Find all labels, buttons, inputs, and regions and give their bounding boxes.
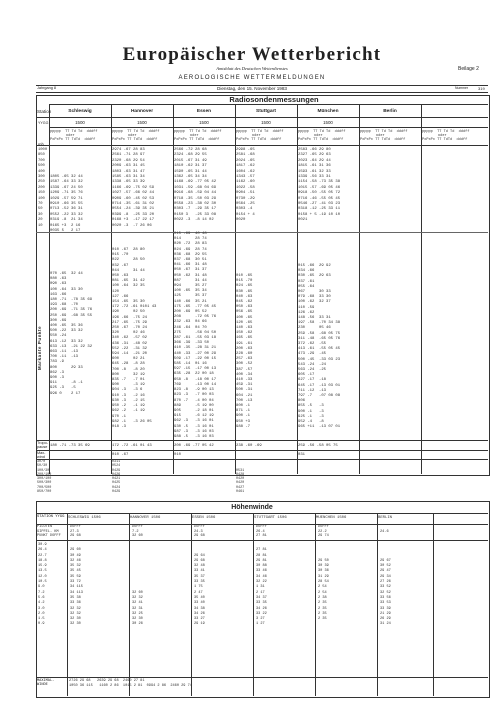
section-title: AEROLOGISCHE WETTERMELDUNGEN (178, 75, 326, 81)
layer-thickness-block: 30/0 50/30 100/30 200/100 300/100 500/300 700/500 850/700 (37, 460, 52, 495)
jahrgang-label: Jahrgang 8 (37, 86, 56, 90)
station-muenchen: München (317, 109, 339, 114)
hannover-upper: 2974 -67 28 83 2561 -71 28 97 2320 -68 29 54 2009 -63 31 45 1803 -63 31 47 1585 -63 31 34 1338 -65 33 39 1166 -69 -75 02 59 1027 -57 -66 02 44 0909 -60 -45 02 53 0714 -35 -61 31 02 0554 -24 -39 35 21 0399 -8 -25 33 20 0168 +3 -17 22 17 0020 -3 -7 26 06 (112, 148, 155, 228)
muenchen-upper: 2583 -66 29 80 2327 -65 29 63 2023 -64 29 44 1815 -61 31 36 1593 -61 32 33 1339 -56 33 31 1154 -58 -73 35 38 1015 -57 -69 05 46 0918 -50 -55 05 72 0716 -46 -55 05 45 0546 -27 -41 03 23 0318 -12 -25 33 11 0158 + 5 -19 10 10 0021 (298, 148, 341, 223)
maxwind-value: 031 (298, 453, 306, 457)
station-hannover: Hannover (130, 109, 154, 114)
beilage-label: Beilage 2 (458, 66, 479, 72)
altitude-km-column: 30.9 26.4 22.7 18.8 15.9 13.5 12.0 10.5 9.0 7.2 5.6 4.2 3.0 2.0 1.5 0.9 (38, 543, 47, 627)
stuttgart-thickness: 0531 0428 0420 0420 0427 0461 (236, 468, 245, 495)
colhead-6: ppppp TT Td Td dddff oder PxPxPx TT TdTd dddff (360, 130, 408, 142)
pilot-values: DOFFF 24.3 29 68 (194, 525, 205, 538)
pilot-values: 24.6 (380, 529, 389, 534)
hannover-thickness: 0311 0524 0429 0426 0421 0425 0424 0429 (112, 460, 121, 495)
tropopause-value: 180 -71 -73 35 69 (50, 444, 90, 448)
hoehen-values: 27 81 28 81 29 81 30 88 33 46 34 46 32 22 1 31 2 17 34 37 33 35 34 26 33 22 3 27 1 27 (256, 548, 267, 627)
significant-points-label: Markante Punkte (37, 325, 42, 370)
station-berlin: Berlin (383, 109, 397, 114)
tropopause-value: 200 -69 -77 05 42 (174, 444, 214, 448)
hoehen-values: 32 60 32 32 32 41 32 31 32 25 32 30 30 26 (132, 590, 143, 627)
hoehen-station-label: STATION YYGG (37, 515, 65, 519)
pilot-row-labels: PILOTEN GIPFEL- KM PUNKT DOFFF (37, 525, 61, 538)
pressure-levels: 1000 850 700 500 400 300 250 200 150 100 70 50 30 20 10 (38, 148, 48, 228)
hoehen-station: BERLIN (378, 516, 393, 520)
yygg-label: YYGG (38, 121, 49, 125)
pilot-values: DOFFF 22.2 29 74 (318, 525, 329, 538)
pilot-values: DOFFF 27.3 29 68 (70, 525, 81, 538)
station-essen: Essen (196, 109, 212, 114)
hoehenwinde-title: Höhenwinde (231, 504, 273, 511)
tropopause-value: 259 -56 -58 05 75 (298, 444, 338, 448)
pilot-values: DOFFF 7.2 32 60 (132, 525, 143, 538)
hoehen-station: STUTTGART 1506 (254, 516, 287, 520)
radiosonden-title: Radiosondenmessungen (229, 95, 319, 104)
stuttgart-upper: 2998 -65 2581 -68 2024 -65 1817 -62 1604 -62 1343 -57 1162 -60 1022 -58 0904 -51 0730 -29 0564 -25 0303 -4 0154 + 4 0020 (236, 148, 255, 223)
essen-upper: 2566 -72 28 68 2324 -68 29 55 2015 -67 31 49 1810 -62 31 37 1590 -65 31 44 1362 -65 34 34 1168 -69 -77 05 42 1031 -59 -68 04 69 0916 -68 -59 04 44 0718 -35 -50 03 29 0558 -23 -38 02 30 0303 -7 -29 35 17 0150 3 -25 33 08 0022 -3 -8 14 02 (174, 148, 217, 223)
tropopause-value: 238 -60 -69 (236, 444, 262, 448)
page-title: Europäischer Wetterbericht (122, 44, 382, 65)
maxwind-value: 010 (174, 453, 182, 457)
issue-date: Dienstag, den 15. November 1983 (217, 86, 287, 91)
tropopause-value: 172 -72 -61 01 43 (112, 444, 152, 448)
colhead-3: ppppp TT Td Td dddff oder PxPxPx TT TdTd dddff (174, 130, 222, 142)
mb-label: mb (38, 142, 44, 147)
maxwind-label: Max-wind (37, 451, 46, 460)
issue-number: 319 (478, 86, 485, 91)
colhead-7: ppppp TT Td Td dddff oder PxPxPx TT TdTd dddff (422, 130, 470, 142)
colhead-4: ppppp TT Td Td dddff oder PxPxPx TT TdTd dddff (236, 130, 284, 142)
station-stuttgart: Stuttgart (256, 109, 276, 114)
nummer-label: Nummer (455, 86, 468, 90)
colhead-5: ppppp TT Td Td dddff oder PxPxPx TT TdTd dddff (298, 130, 346, 142)
time-stuttgart: 1500 (261, 120, 271, 125)
station-label: Station (37, 109, 52, 114)
hoehen-maxwind-label: MAXIMAL- WINDE (37, 679, 55, 688)
hoehen-station: HANNOVER 1506 (130, 516, 161, 520)
colhead-1: ppppp TT Td Td dddff oder PxPxPx TT TdTd dddff (50, 130, 98, 142)
hoehen-station: ESSEN 1506 (192, 516, 216, 520)
time-essen: 1500 (199, 120, 209, 125)
maxwind-value: 010 -67 (112, 453, 129, 457)
tropopause-label: Tropo-pause (37, 441, 49, 450)
hoehen-values: 29 64 29 68 32 48 33 41 35 37 33 35 1 75 2 47 35 40 33 40 34 38 34 26 33 27 29 19 (194, 553, 205, 627)
hoehen-station: SCHLESWIG 1506 (68, 516, 101, 520)
time-schleswig: 1500 (75, 120, 85, 125)
time-muenchen: 1500 (323, 120, 333, 125)
station-schleswig: Schleswig (68, 109, 92, 114)
hoehen-values: 29 60 30 49 32 46 35 32 35 45 35 59 33 72 34 115 34 113 35 38 33 36 32 32 32 32 32 30 32 30 (70, 548, 83, 627)
muenchen-significant: 015 -66 29 92 034 -66 030 -65 29 63 037 -61 055 -64 067 30 33 079 -68 33 30 100 -62 32 37 110 -59 126 -62 148 -56 33 31 197 -58 -70 34 38 230 05 46 259 -58 -68 05 75 311 -48 -65 05 76 372 -62 -55 413 -61 -55 05 45 473 -29 -45 500 -45 -33 03 23 543 -24 -24 563 -24 -25 605 -17 627 -17 -18 645 -17 -13 03 01 711 -12 -13 797 -7 -07 08 08 806 855 -5 -3 900 -1 -3 925 -1 -3 952 -4 -8 965 +11 -13 07 01 (298, 264, 341, 430)
essen-significant: 015 -69 40 48 014 28 74 020 -72 28 83 024 -69 28 74 036 -68 29 55 037 -68 30 51 041 -66 31 48 050 -67 31 37 050 -62 31 48 087 31 44 094 35 27 100 -65 35 34 125 35 37 140 -66 35 21 175 -65 -77 05 45 200 -69 05 52 208 -72 05 76 232 -63 04 66 246 -64 04 70 275 -56 04 50 287 -61 -55 03 18 366 -39 -33 50 410 -35 -28 31 21 440 -33 -27 00 29 509 -17 -22 00 15 585 -14 01 16 597 -15 -17 00 13 635 -28 22 00 18 658 -8 -18 00 17 769 -13 00 14 823 -8 -9 00 13 823 -3 -7 00 03 870 -7 -4 00 04 889 -5 19 00 905 -2 18 01 915 -6 12 19 962 -3 -3 16 01 930 -5 -3 16 01 987 -3 -3 16 03 988 -5 -3 16 03 (174, 232, 217, 439)
hoehen-values: 29 67 30 52 29 47 29 34 27 26 33 52 32 52 33 56 33 53 33 39 21 29 26 29 31 24 (380, 558, 391, 627)
schleswig-significant: 070 -65 32 44 080 -63 090 -63 100 -64 33 30 163 -66 180 -71 -78 35 69 193 -68 -70 200 -69 -71 35 76 250 -69 -68 35 55 300 -69 400 -65 35 36 500 -22 33 32 550 -24 613 -12 33 32 633 -13 -21 22 32 663 -11 -13 700 -11 -13 783 -9 800 29 33 862 -3 900 -3 911 -8 -1 925 -3 -5 996 0 2 17 (50, 272, 93, 396)
stuttgart-significant: 010 -65 015 -70 024 -65 030 -65 040 -63 045 -62 050 -63 056 -65 100 -65 120 -65 140 -63 150 -62 165 -65 191 -61 200 -63 228 -60 257 -63 300 -52 387 -57 400 -34 410 -33 459 -31 500 -31 604 -21 700 -13 800 -1 871 -1 900 -1 950 +3 988 -7 (236, 274, 253, 429)
colhead-2: ppppp TT Td Td dddff oder PxPxPx TT TdTd dddff (112, 130, 160, 142)
hoehen-values: 29 50 30 39 30 36 31 29 28 54 2 54 2 54 2 38 2 35 2 35 2 35 2 35 (318, 558, 329, 622)
schleswig-upper: 1805 -65 32 44 1587 -64 33 32 1339 -67 24 50 1209 -71 35 76 1029 -57 59 71 0910 -66 35 55 0713 -52 36 31 0552 -22 33 32 0319 -8 21 34 0165 +3 2 16 0035 5 2 17 (50, 175, 83, 234)
time-hannover: 1500 (137, 120, 147, 125)
page-subtitle: Amtsblatt des Deutschen Wetterdienstes (216, 66, 288, 71)
hoehen-maxwind-values: 2726 29 68 2639 29 68 2460 27 81 1050 36 115 1160 2 86 1015 2 81 0994 2 86 2460 29 74 (69, 679, 192, 688)
hannover-significant: 010 -67 28 80 015 -70 022 28 50 032 -67 044 31 44 050 -63 081 -65 31 42 100 -64 32 35 120 127 -66 154 -65 35 30 172 -72 -61 0101 43 190 02 50 196 -66 -75 24 217 -65 -75 29 250 -67 -70 24 320 02 46 340 -62 -57 02 436 -31 -48 02 552 -22 -31 32 594 -14 -21 20 600 02 21 645 -28 -8 28 700 -8 -8 20 800 32 19 835 -7 -7 01 900 -3 19 904 -3 -3 6 910 -3 -2 16 930 -3 -2 15 950 -2 -1 19 962 -2 -1 19 970 -1 982 -1 -3 26 05 018 -3 (112, 248, 157, 429)
pilot-values: DOFFF 26.4 27 81 (256, 525, 267, 538)
hoehen-station: MUENCHEN 1506 (316, 516, 347, 520)
